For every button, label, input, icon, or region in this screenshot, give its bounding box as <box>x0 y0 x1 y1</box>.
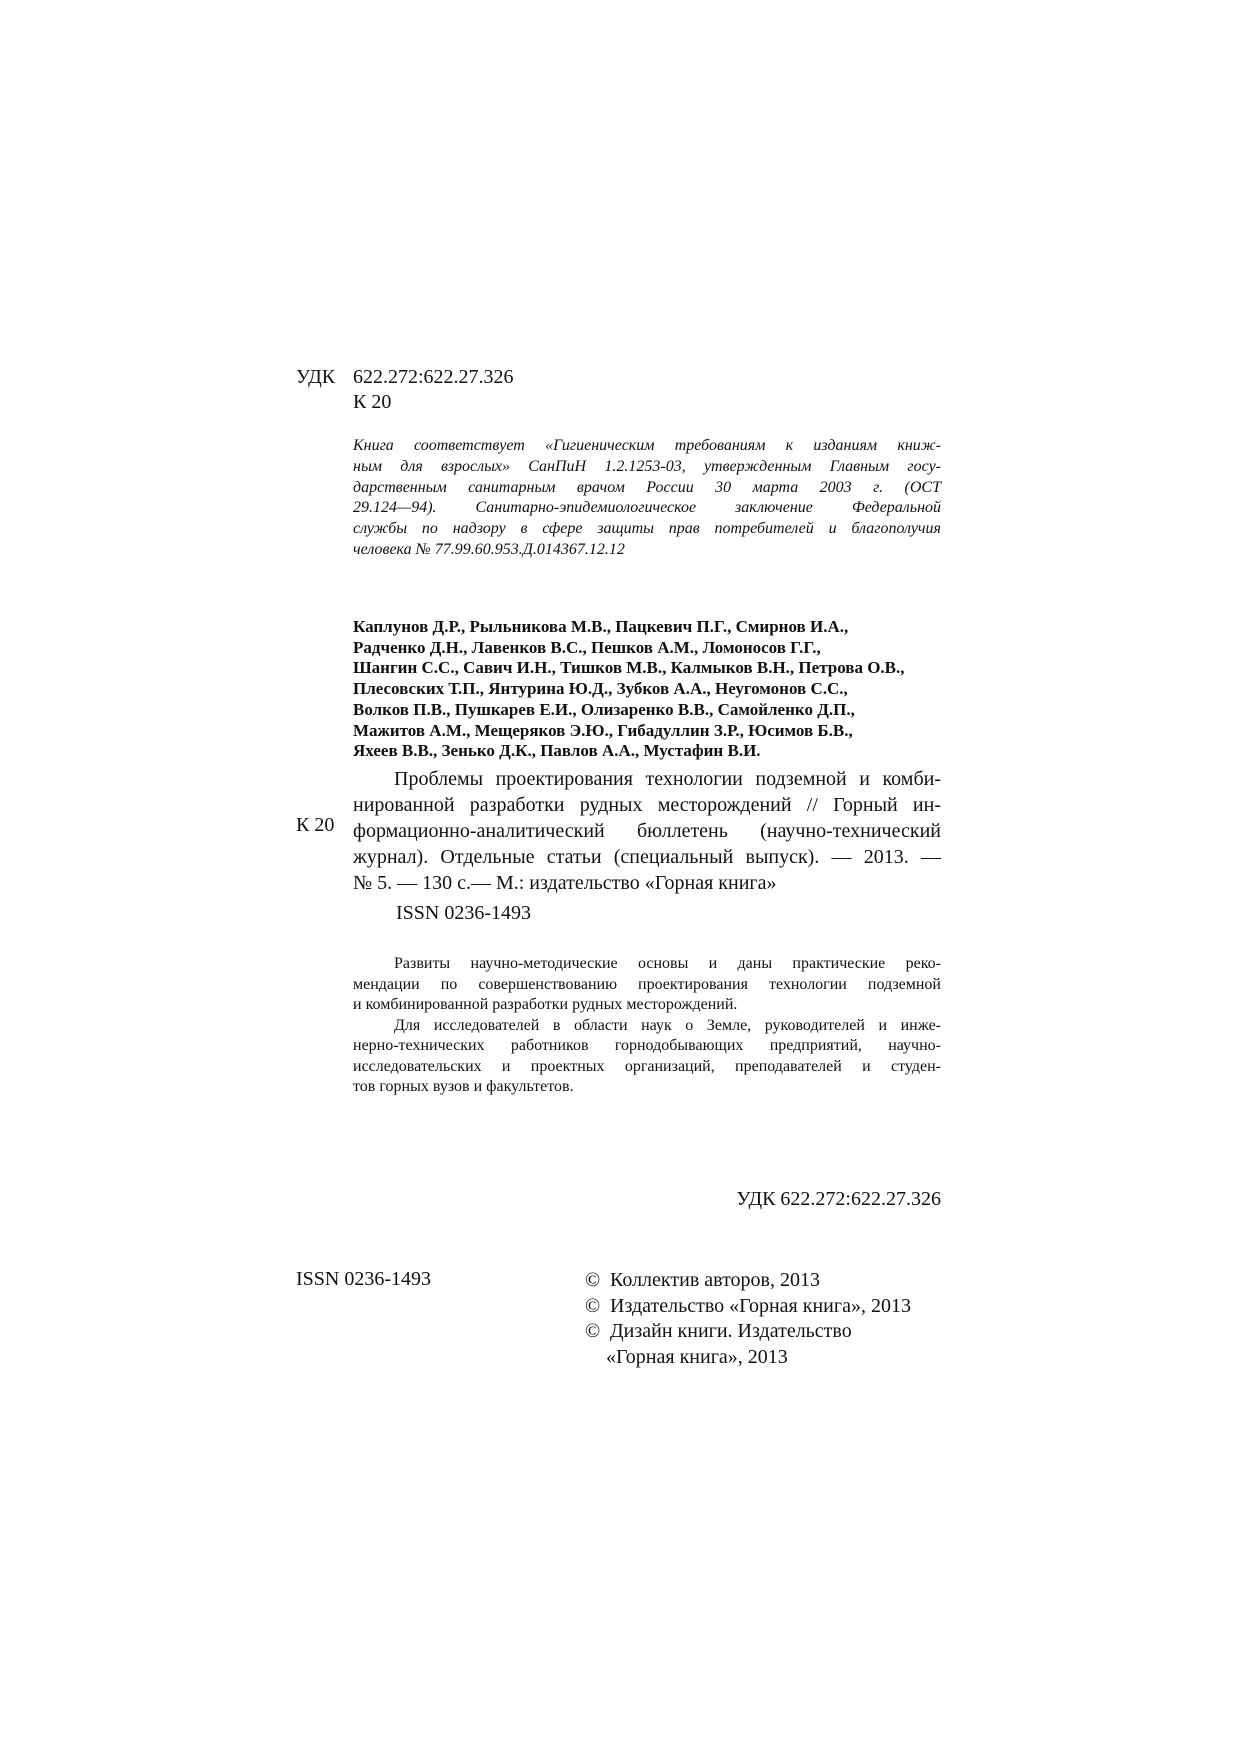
annotation-line: нерно-технических работников горнодобывающих предприятий, научно- <box>353 1037 941 1054</box>
annotation-line: мендации по совершенствованию проектирования технологии подземной <box>353 975 941 993</box>
annotation-line: исследовательских и проектных организаций, преподавателей и студен- <box>353 1057 941 1075</box>
copyright-row <box>585 1294 911 1320</box>
annotation-line: Развиты научно-методические основы и даны практические реко- <box>394 955 941 972</box>
notice-line: дарственным санитарным врачом России 30 марта 2003 г. (ОСТ <box>353 478 941 496</box>
udk-bottom: УДК 622.272:622.27.326 <box>736 1188 941 1210</box>
issn-inline: ISSN 0236-1493 <box>396 902 532 924</box>
authors-line: Яхеев В.В., Зенько Д.К., Павлов А.А., Мустафин В.И. <box>353 741 761 761</box>
bib-line: Проблемы проектирования технологии подземной и комби- <box>394 768 941 790</box>
authors-line: Плесовских Т.П., Янтурина Ю.Д., Зубков А.А., Неугомонов С.С., <box>353 679 848 699</box>
bib-author-mark: К 20 <box>296 814 335 836</box>
bib-line: нированной разработки рудных месторождений // Горный ин- <box>353 794 941 816</box>
notice-line: 29.124—94). Санитарно-эпидемиологическое заключение Федеральной <box>353 499 941 517</box>
copyright-row <box>585 1268 911 1294</box>
authors-list <box>353 617 953 762</box>
authors-line: Волков П.В., Пушкарев Е.И., Олизаренко В.В., Самойленко Д.П., <box>353 699 855 719</box>
bib-line: № 5. — 130 с.— М.: издательство «Горная книга» <box>353 872 777 894</box>
authors-line: Шангин С.С., Савич И.Н., Тишков М.В., Калмыков В.Н., Петрова О.В., <box>353 658 905 678</box>
sanitary-notice <box>353 436 941 561</box>
copyright-row <box>585 1345 911 1371</box>
udk-label: УДК <box>296 366 336 388</box>
authors-line: Мажитов А.М., Мещеряков Э.Ю., Гибадуллин З.Р., Юсимов Б.В., <box>353 720 853 740</box>
notice-line: службы по надзору в сфере защиты прав потребителей и благополучия <box>353 520 941 538</box>
annotation <box>353 954 941 1098</box>
bib-line: формационно-аналитический бюллетень (научно-технический <box>353 820 941 842</box>
copyright-icon: © <box>585 1320 601 1342</box>
udk-code: 622.272:622.27.326 <box>353 366 514 388</box>
notice-line: человека № 77.99.60.953.Д.014367.12.12 <box>353 540 625 558</box>
annotation-line: тов горных вузов и факультетов. <box>353 1078 574 1095</box>
copyright-text: Издательство «Горная книга», 2013 <box>610 1294 911 1317</box>
annotation-line: и комбинированной разработки рудных месторождений. <box>353 996 738 1013</box>
copyright-icon: © <box>585 1294 601 1317</box>
authors-line: Радченко Д.Н., Лавенков В.С., Пешков А.М., Ломоносов Г.Г., <box>353 637 821 657</box>
copyright-icon: © <box>585 1269 601 1291</box>
copyright-row <box>585 1319 911 1345</box>
notice-line: Книга соответствует «Гигиеническим требованиям к изданиям книж- <box>353 437 941 454</box>
bib-line: журнал). Отдельные статьи (специальный выпуск). — 2013. — <box>353 846 941 868</box>
author-mark: К 20 <box>353 391 392 413</box>
copyright-block <box>585 1268 911 1370</box>
authors-line: Каплунов Д.Р., Рыльникова М.В., Пацкевич П.Г., Смирнов И.А., <box>353 617 849 636</box>
annotation-line: Для исследователей в области наук о Земле, руководителей и инже- <box>394 1016 941 1034</box>
bibliographic-description <box>353 766 941 896</box>
copyright-text: Дизайн книги. Издательство <box>610 1320 852 1342</box>
notice-line: ным для взрослых» СанПиН 1.2.1253-03, утвержденным Главным госу- <box>353 457 941 475</box>
issn-bottom: ISSN 0236-1493 <box>296 1268 432 1290</box>
copyright-continuation: «Горная книга», 2013 <box>606 1345 788 1368</box>
copyright-text: Коллектив авторов, 2013 <box>610 1269 820 1291</box>
